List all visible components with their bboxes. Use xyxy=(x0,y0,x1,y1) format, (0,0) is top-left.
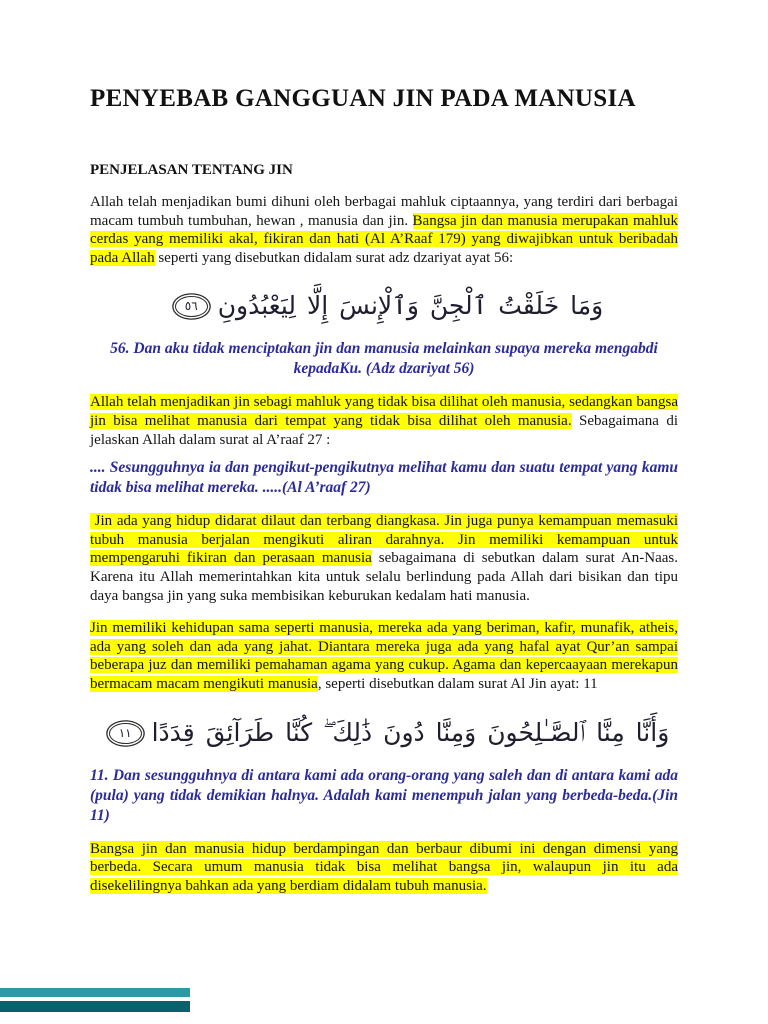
next-page-preview-bar-top xyxy=(0,988,190,997)
arabic-text: وَمَا خَلَقْتُ ٱلْجِنَّ وَٱلْإِنسَ إِلَّا لِيَعْبُدُونِ xyxy=(217,291,604,321)
highlighted-text: Jin ada yang hidup didarat dilaut dan terbang diangkasa. Jin juga punya kemampuan memasuki tubuh manusia berjalan mengikuti aliran darahnya. Jin memiliki kemampuan untuk mempengaruhi fikiran dan perasaan manusia xyxy=(90,513,678,567)
arabic-text: وَأَنَّا مِنَّا ٱلصَّـٰلِحُونَ وَمِنَّا دُونَ ذَٰلِكَ ۖ كُنَّا طَرَآئِقَ قِدَدًا xyxy=(151,717,670,747)
ayah-number-ornament xyxy=(175,296,208,317)
body-text: Sebagaimana di jelaskan Allah dalam surat al A’raaf 27 : xyxy=(90,412,679,448)
verse-translation-al-jin-11: 11. Dan sesungguhnya di antara kami ada orang-orang yang saleh dan di antara kami ada (pula) yang tidak demikian halnya. Adalah kami menempuh jalan yang berbeda-beda.(Jin 11) xyxy=(90,766,678,824)
ayah-number: ٥٦ xyxy=(184,299,198,314)
verse-translation-adz-dzariyat-56: 56. Dan aku tidak menciptakan jin dan manusia melainkan supaya mereka mengabdi kepadaKu. (Adz dzariyat 56) xyxy=(110,340,658,378)
section-heading: PENJELASAN TENTANG JIN xyxy=(90,162,293,178)
page-title: PENYEBAB GANGGUAN JIN PADA MANUSIA xyxy=(90,85,636,112)
highlighted-text: Bangsa jin dan manusia merupakan mahluk cerdas yang memiliki akal, fikiran dan hati (Al A’Raaf 179) yang diwajibkan untuk beribadah pada Allah xyxy=(90,212,678,266)
arabic-verse-al-jin-11 xyxy=(90,709,678,757)
highlighted-text: Jin memiliki kehidupan sama seperti manusia, mereka ada yang beriman, kafir, munafik, atheis, ada yang soleh dan ada yang jahat. Diantara mereka juga ada yang hafal ayat Qur’an sampai beberapa juz dan memiliki pemahaman agama yang cukup. Agama dan kepercaayaan merekapun bermacam macam mengikuti manusia xyxy=(90,620,678,692)
paragraph-jin-invisible xyxy=(90,393,678,449)
paragraph-intro xyxy=(90,193,678,267)
paragraph-jin-life xyxy=(90,619,678,693)
arabic-verse-adz-dzariyat-56 xyxy=(90,282,678,330)
body-text: sebagaimana di sebutkan dalam surat An-Naas. Karena itu Allah memerintahkan kita untuk selalu berlindung pada Allah dari bisikan dan tipu daya bangsa jin yang suka membisikan keburukan kedalam hati manusia. xyxy=(90,550,678,604)
body-text: , seperti disebutkan dalam surat Al Jin ayat: 11 xyxy=(317,675,598,692)
body-text: seperti yang disebutkan didalam surat adz dzariyat ayat 56: xyxy=(154,249,514,266)
ayah-number-ornament xyxy=(109,723,142,744)
paragraph-conclusion xyxy=(90,840,678,896)
highlighted-text: Bangsa jin dan manusia hidup berdampingan dan berbaur dibumi ini dengan dimensi yang berbeda. Secara umum manusia tidak bisa melihat bangsa jin, walaupun jin itu ada disekelilingnya bahkan ada yang berdiam didalam tubuh manusia. xyxy=(90,840,678,894)
paragraph-jin-abilities xyxy=(90,512,678,605)
page-content xyxy=(90,0,678,895)
body-text: Allah telah menjadikan bumi dihuni oleh berbagai mahluk ciptaannya, yang terdiri dari berbagai macam tumbuh tumbuhan, hewan , manusia dan jin. xyxy=(90,194,678,229)
highlighted-text: Allah telah menjadikan jin sebagi mahluk yang tidak bisa dilihat oleh manusia, sedangkan bangsa jin bisa melihat manusia dari tempat yang tidak bisa dilihat oleh manusia. xyxy=(90,394,678,429)
quote-al-araaf-27: .... Sesungguhnya ia dan pengikut-pengikutnya melihat kamu dan suatu tempat yang kamu tidak bisa melihat mereka. .....(Al A’raaf 27) xyxy=(90,459,678,497)
next-page-preview-bar-bottom xyxy=(0,1001,190,1012)
ayah-number: ١١ xyxy=(118,725,132,740)
